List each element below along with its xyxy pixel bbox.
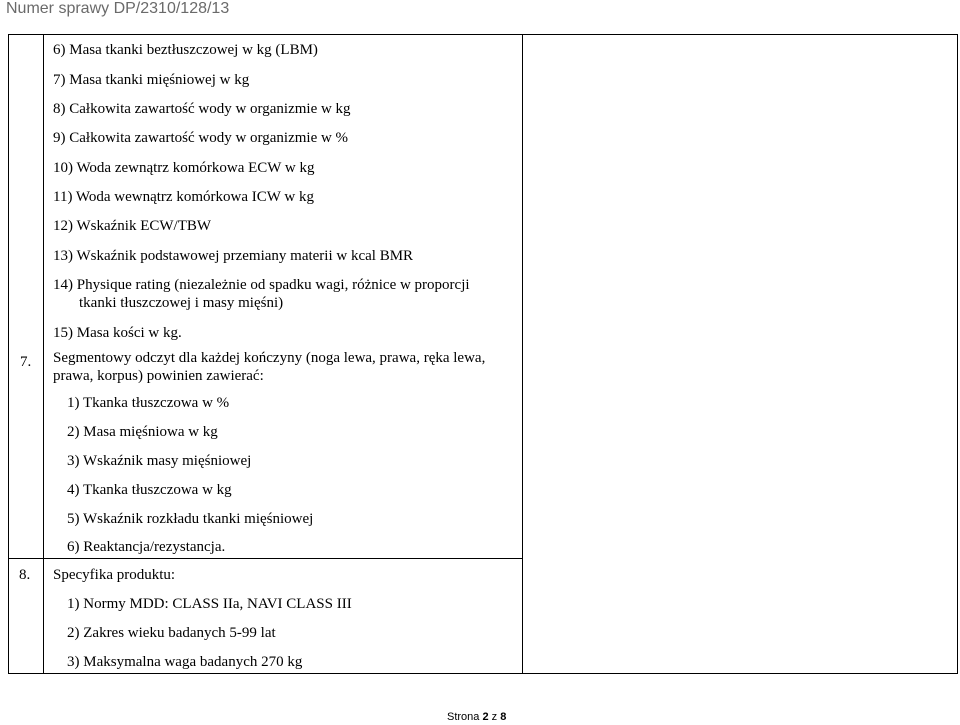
row-8-number: 8.: [19, 567, 31, 583]
row-divider-7-8: [8, 558, 522, 559]
list-item: 2) Masa mięśniowa w kg: [67, 424, 218, 440]
list-item: 7) Masa tkanki mięśniowej w kg: [53, 72, 250, 88]
list-item: 14) Physique rating (niezależnie od spadku wagi, różnice w proporcji: [53, 277, 470, 293]
list-item: 5) Wskaźnik rozkładu tkanki mięśniowej: [67, 511, 314, 527]
segment-intro: Segmentowy odczyt dla każdej kończyny (noga lewa, prawa, ręka lewa,: [53, 350, 486, 366]
list-item: 12) Wskaźnik ECW/TBW: [53, 218, 212, 234]
row-8-title: Specyfika produktu:: [53, 567, 176, 583]
page-separator: z: [491, 711, 498, 723]
list-item: 9) Całkowita zawartość wody w organizmie w %: [53, 130, 349, 146]
list-item: 6) Reaktancja/rezystancja.: [67, 539, 226, 555]
case-number-header: Numer sprawy DP/2310/128/13: [6, 0, 230, 17]
list-item: 3) Maksymalna waga badanych 270 kg: [67, 654, 303, 670]
row-7-number: 7.: [20, 354, 32, 370]
list-item: 1) Normy MDD: CLASS IIa, NAVI CLASS III: [67, 596, 352, 612]
table-border-left: [8, 34, 9, 674]
list-item: 6) Masa tkanki beztłuszczowej w kg (LBM): [53, 42, 318, 58]
list-item: 2) Zakres wieku badanych 5-99 lat: [67, 625, 276, 641]
page-footer: [447, 711, 506, 723]
list-item: 15) Masa kości w kg.: [53, 325, 182, 341]
list-item: 11) Woda wewnątrz komórkowa ICW w kg: [53, 189, 314, 205]
list-item: 3) Wskaźnik masy mięśniowej: [67, 453, 252, 469]
table-border-right: [957, 34, 958, 674]
list-item: 1) Tkanka tłuszczowa w %: [67, 395, 230, 411]
page-label: Strona: [447, 711, 480, 723]
column-divider-description: [522, 34, 523, 674]
list-item: 10) Woda zewnątrz komórkowa ECW w kg: [53, 160, 315, 176]
list-item: 13) Wskaźnik podstawowej przemiany materii w kcal BMR: [53, 248, 414, 264]
table-border-bottom: [8, 673, 958, 674]
page-total: 8: [500, 711, 507, 723]
table-border-top: [8, 34, 958, 35]
list-item: 8) Całkowita zawartość wody w organizmie w kg: [53, 101, 351, 117]
column-divider-number: [43, 34, 44, 674]
list-item-continuation: tkanki tłuszczowej i masy mięśni): [79, 295, 284, 311]
segment-intro: prawa, korpus) powinien zawierać:: [53, 368, 264, 384]
page-current: 2: [482, 711, 489, 723]
list-item: 4) Tkanka tłuszczowa w kg: [67, 482, 232, 498]
